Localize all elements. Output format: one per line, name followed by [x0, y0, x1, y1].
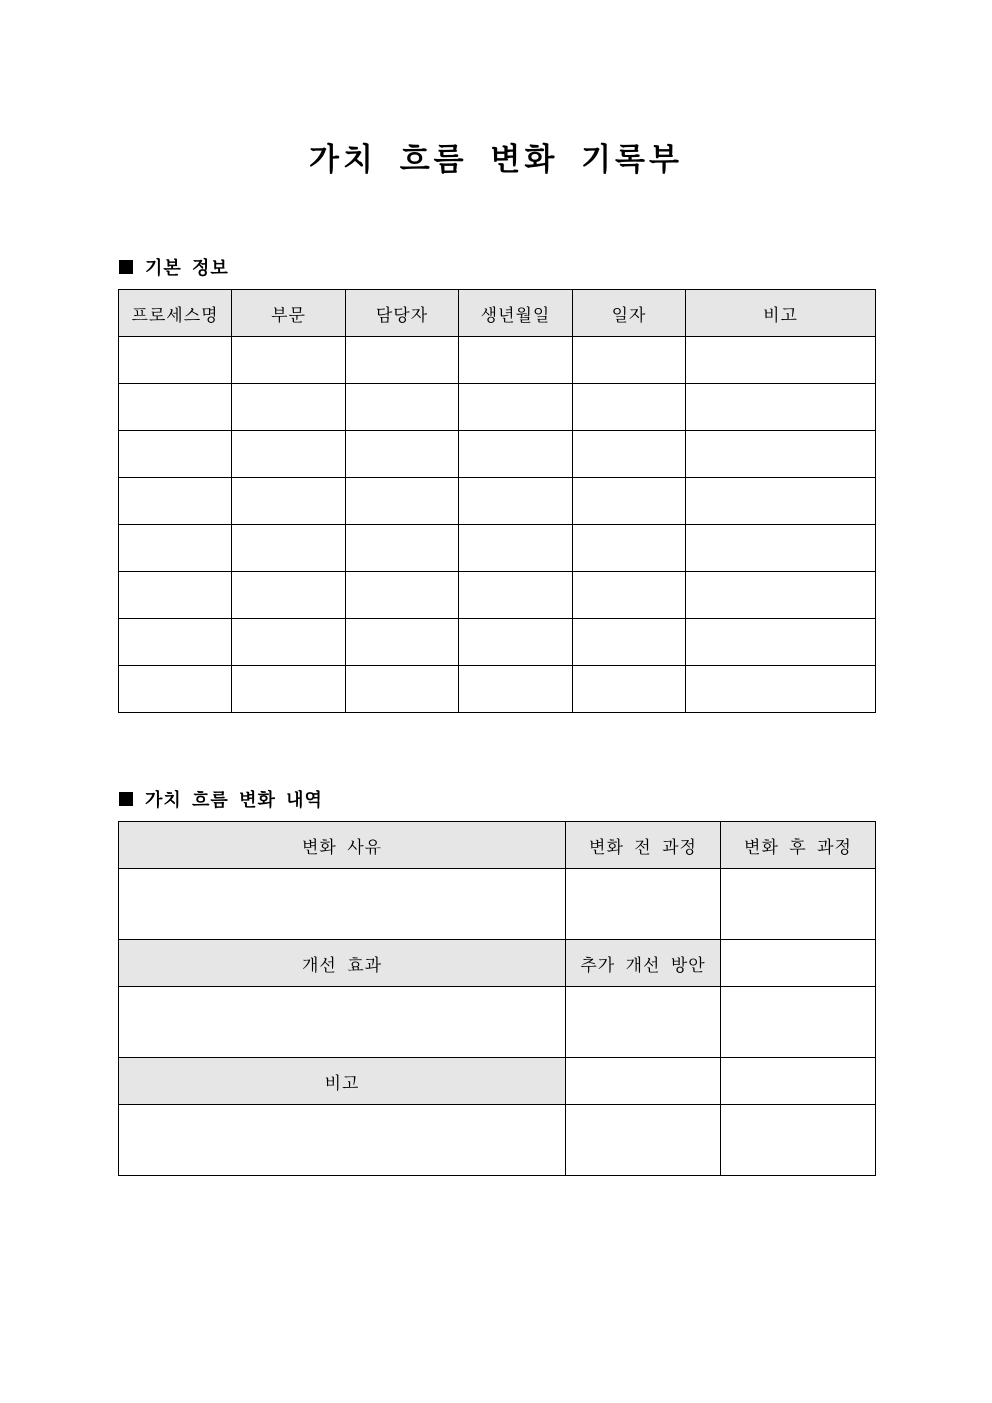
table-cell[interactable] — [119, 431, 232, 478]
basic-info-table — [118, 289, 876, 713]
table-cell[interactable] — [686, 431, 876, 478]
table-cell[interactable] — [573, 619, 686, 666]
improvement-effect-cell[interactable] — [119, 987, 566, 1058]
additional-plan-label: 추가 개선 방안 — [566, 940, 721, 987]
table-row — [119, 572, 876, 619]
table-cell[interactable] — [566, 1058, 721, 1105]
table-cell[interactable] — [346, 384, 459, 431]
table-cell[interactable] — [459, 572, 573, 619]
table-cell[interactable] — [721, 1105, 876, 1176]
table-cell[interactable] — [573, 666, 686, 713]
table-cell[interactable] — [232, 666, 346, 713]
table-cell[interactable] — [459, 525, 573, 572]
change-reason-cell[interactable] — [119, 869, 566, 940]
table-row — [119, 384, 876, 431]
table-cell[interactable] — [346, 431, 459, 478]
table-cell[interactable] — [459, 478, 573, 525]
change-reason-label: 변화 사유 — [119, 822, 566, 869]
table-cell[interactable] — [573, 478, 686, 525]
table-cell[interactable] — [119, 337, 232, 384]
table-cell[interactable] — [232, 619, 346, 666]
table-row — [119, 940, 876, 987]
table-cell[interactable] — [346, 525, 459, 572]
table-cell[interactable] — [459, 666, 573, 713]
table-cell[interactable] — [721, 987, 876, 1058]
table-row — [119, 869, 876, 940]
change-details-table — [118, 821, 876, 1176]
table-row — [119, 987, 876, 1058]
table-cell[interactable] — [459, 384, 573, 431]
column-header-birth-date: 생년월일 — [459, 290, 573, 337]
section-heading-label: 기본 정보 — [145, 258, 229, 279]
table-cell[interactable] — [232, 572, 346, 619]
column-header-date: 일자 — [573, 290, 686, 337]
improvement-effect-label: 개선 효과 — [119, 940, 566, 987]
square-bullet-icon — [119, 792, 133, 806]
table-cell[interactable] — [573, 431, 686, 478]
table-cell[interactable] — [686, 384, 876, 431]
table-cell[interactable] — [119, 572, 232, 619]
table-cell[interactable] — [232, 384, 346, 431]
column-header-remarks: 비고 — [686, 290, 876, 337]
table-cell[interactable] — [686, 572, 876, 619]
table-row — [119, 619, 876, 666]
table-cell[interactable] — [573, 384, 686, 431]
after-process-cell[interactable] — [721, 869, 876, 940]
table-cell[interactable] — [459, 431, 573, 478]
table-cell[interactable] — [686, 337, 876, 384]
after-process-label: 변화 후 과정 — [721, 822, 876, 869]
additional-plan-cell[interactable] — [566, 987, 721, 1058]
table-cell[interactable] — [459, 619, 573, 666]
table-cell[interactable] — [119, 384, 232, 431]
section-heading-change-details — [119, 786, 323, 812]
table-cell[interactable] — [346, 572, 459, 619]
table-cell[interactable] — [346, 619, 459, 666]
table-cell[interactable] — [346, 337, 459, 384]
table-row — [119, 337, 876, 384]
table-row — [119, 1105, 876, 1176]
section-heading-label: 가치 흐름 변화 내역 — [145, 790, 323, 811]
table-cell[interactable] — [119, 525, 232, 572]
table-row — [119, 666, 876, 713]
page-title: 가치 흐름 변화 기록부 — [309, 142, 683, 178]
before-process-cell[interactable] — [566, 869, 721, 940]
table-header-row — [119, 822, 876, 869]
table-cell[interactable] — [119, 478, 232, 525]
table-cell[interactable] — [232, 337, 346, 384]
table-row — [119, 525, 876, 572]
table-cell[interactable] — [232, 478, 346, 525]
column-header-department: 부문 — [232, 290, 346, 337]
table-cell[interactable] — [573, 572, 686, 619]
table-cell[interactable] — [686, 666, 876, 713]
table-cell[interactable] — [232, 525, 346, 572]
table-cell[interactable] — [686, 619, 876, 666]
remarks-cell[interactable] — [119, 1105, 566, 1176]
section-heading-basic-info — [119, 254, 229, 280]
table-cell[interactable] — [686, 478, 876, 525]
table-row — [119, 478, 876, 525]
table-cell[interactable] — [119, 619, 232, 666]
table-cell[interactable] — [573, 525, 686, 572]
table-cell[interactable] — [721, 940, 876, 987]
table-row — [119, 431, 876, 478]
table-header-row — [119, 290, 876, 337]
before-process-label: 변화 전 과정 — [566, 822, 721, 869]
table-cell[interactable] — [573, 337, 686, 384]
remarks-label: 비고 — [119, 1058, 566, 1105]
table-cell[interactable] — [119, 666, 232, 713]
column-header-process-name: 프로세스명 — [119, 290, 232, 337]
table-cell[interactable] — [232, 431, 346, 478]
column-header-person-in-charge: 담당자 — [346, 290, 459, 337]
table-row — [119, 1058, 876, 1105]
table-cell[interactable] — [459, 337, 573, 384]
table-cell[interactable] — [686, 525, 876, 572]
table-cell[interactable] — [346, 666, 459, 713]
table-cell[interactable] — [566, 1105, 721, 1176]
table-cell[interactable] — [346, 478, 459, 525]
table-cell[interactable] — [721, 1058, 876, 1105]
square-bullet-icon — [119, 260, 133, 274]
